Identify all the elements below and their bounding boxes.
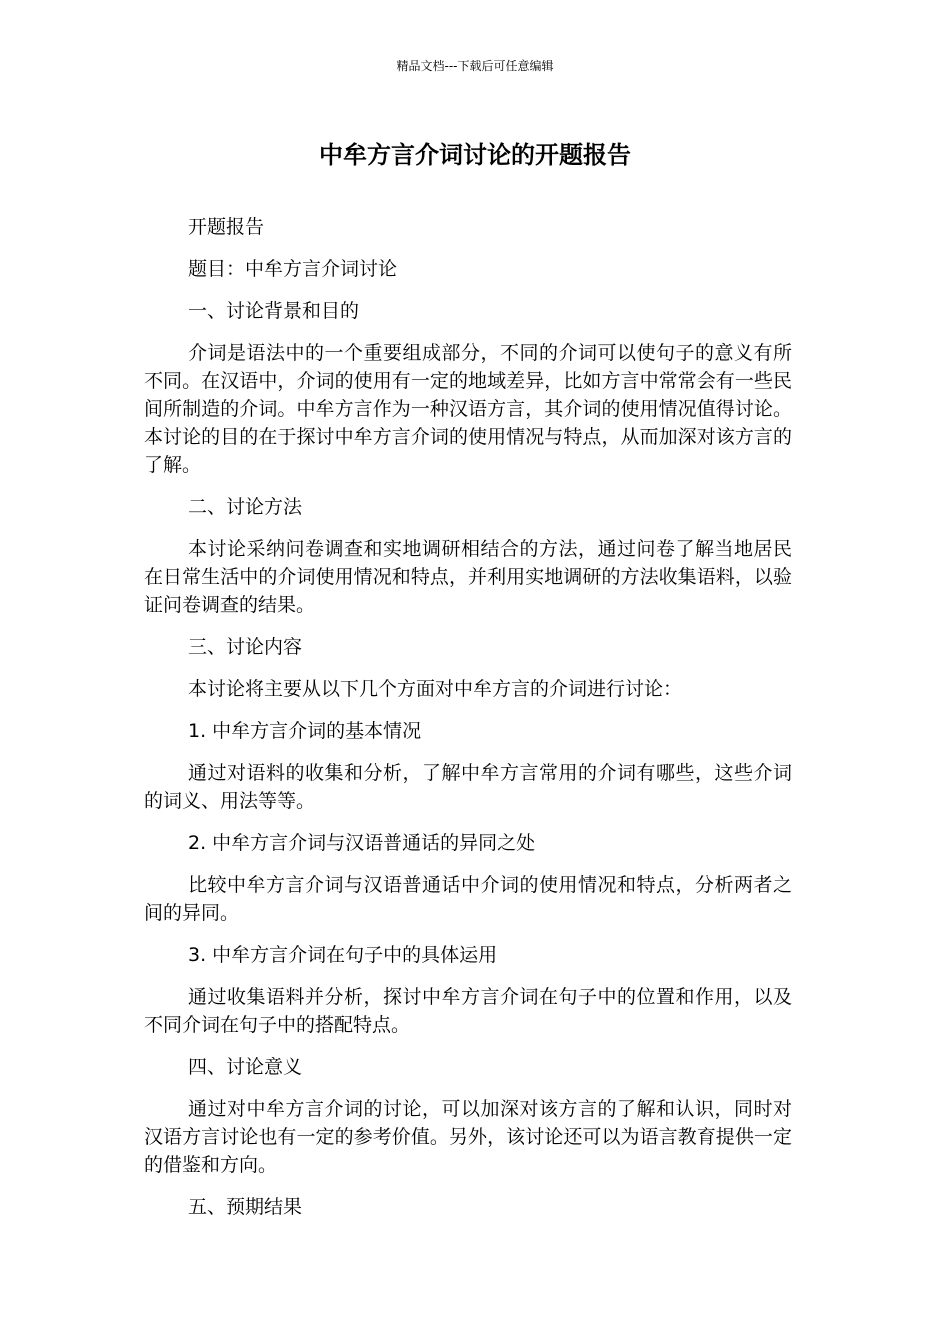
paragraph-method: 本讨论采纳问卷调查和实地调研相结合的方法，通过问卷了解当地居民在日常生活中的介词使用情况和特点，并利用实地调研的方法收集语料，以验证问卷调查的结果。 <box>144 538 792 616</box>
paragraph-topic: 题目：中牟方言介词讨论 <box>188 258 398 280</box>
paragraph-significance: 通过对中牟方言介词的讨论，可以加深对该方言的了解和认识，同时对汉语方言讨论也有一定的参考价值。另外，该讨论还可以为语言教育提供一定的借鉴和方向。 <box>144 1098 792 1176</box>
paragraph-basic-situation: 通过对语料的收集和分析，了解中牟方言常用的介词有哪些，这些介词的词义、用法等等。 <box>144 762 792 812</box>
document-body <box>144 213 792 1235</box>
section-heading-content: 三、讨论内容 <box>188 636 303 658</box>
paragraph-usage: 通过收集语料并分析，探讨中牟方言介词在句子中的位置和作用，以及不同介词在句子中的搭配特点。 <box>144 986 792 1036</box>
section-heading-significance: 四、讨论意义 <box>188 1056 303 1078</box>
paragraph-background: 介词是语法中的一个重要组成部分，不同的介词可以使句子的意义有所不同。在汉语中，介词的使用有一定的地域差异，比如方言中常常会有一些民间所制造的介词。中牟方言作为一种汉语方言，其介词的使用情况值得讨论。本讨论的目的在于探讨中牟方言介词的使用情况与特点，从而加深对该方言的了解。 <box>144 342 792 476</box>
document-title: 中牟方言介词讨论的开题报告 <box>319 141 631 169</box>
subheading-usage: 3. 中牟方言介词在句子中的具体运用 <box>188 944 498 966</box>
subheading-comparison: 2. 中牟方言介词与汉语普通话的异同之处 <box>188 832 536 854</box>
paragraph-report-label: 开题报告 <box>188 216 265 238</box>
section-heading-background: 一、讨论背景和目的 <box>188 300 360 322</box>
paragraph-comparison: 比较中牟方言介词与汉语普通话中介词的使用情况和特点，分析两者之间的异同。 <box>144 874 792 924</box>
section-heading-method: 二、讨论方法 <box>188 496 303 518</box>
subheading-basic-situation: 1. 中牟方言介词的基本情况 <box>188 720 422 742</box>
section-heading-expected-results: 五、预期结果 <box>188 1196 303 1218</box>
paragraph-content-intro: 本讨论将主要从以下几个方面对中牟方言的介词进行讨论： <box>188 678 683 700</box>
page-header: 精品文档---下载后可任意编辑 <box>396 59 554 73</box>
